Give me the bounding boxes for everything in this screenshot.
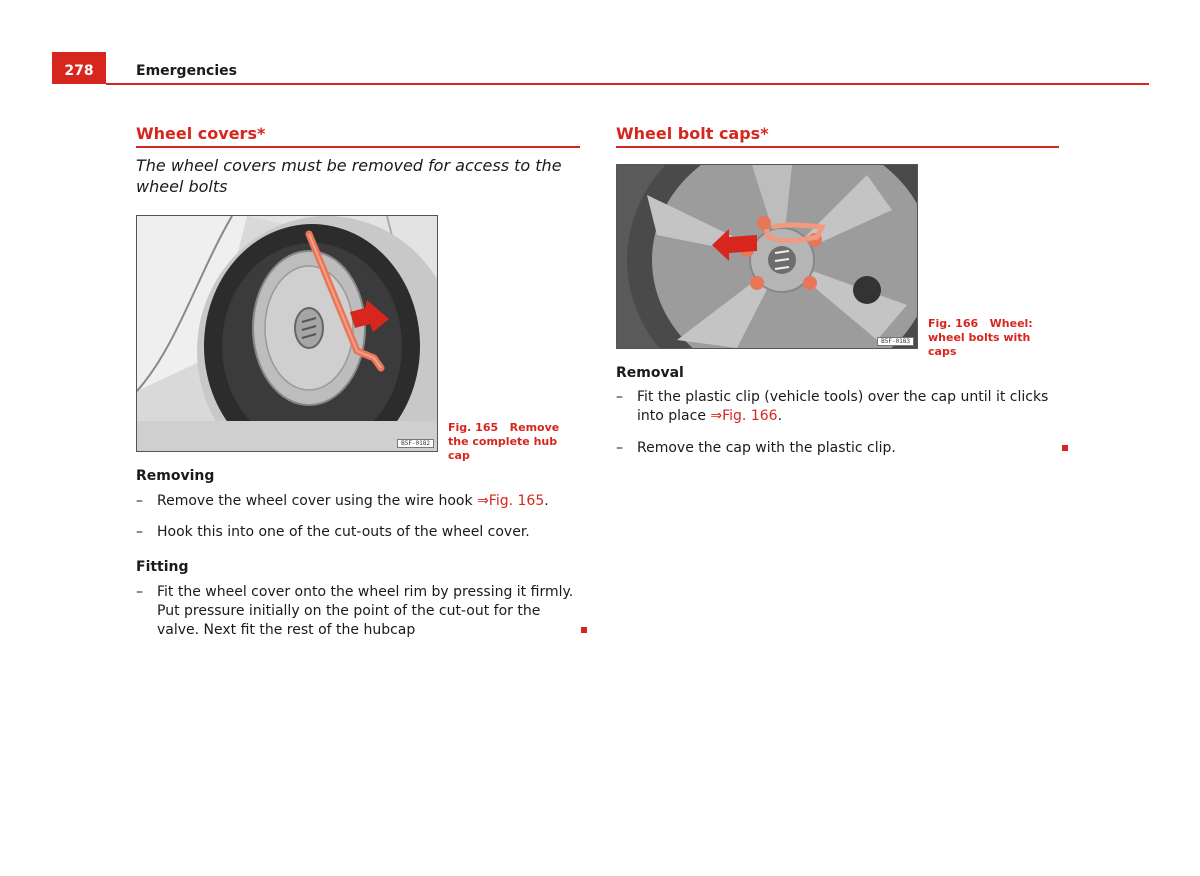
removing-step-1: Remove the wheel cover using the wire hook xyxy=(157,493,478,509)
figure-165-number: Fig. 165 xyxy=(448,421,499,434)
figure-166-caption-text: Wheel: wheel bolts with caps xyxy=(928,317,1033,358)
removal-step-2: Remove the cap with the plastic clip. xyxy=(637,440,896,456)
removing-step-2: Hook this into one of the cut-outs of the wheel cover. xyxy=(157,524,530,540)
removal-step-1: Fit the plastic clip (vehicle tools) over the cap until it clicks into place xyxy=(637,389,1049,424)
chapter-title: Emergencies xyxy=(136,63,237,79)
fitting-step-1: Fit the wheel cover onto the wheel rim by pressing it firmly. Put pressure initially on the point of the cut-out for the valve. Next fit the rest of the hubcap xyxy=(157,584,574,638)
figure-166-illustration xyxy=(616,164,918,349)
page-number: 278 xyxy=(52,52,106,84)
section-title-wheel-bolt-caps: Wheel bolt caps* xyxy=(616,124,769,143)
header-rule xyxy=(106,83,1149,85)
dash-marker: – xyxy=(616,389,623,405)
section-end-marker xyxy=(581,627,587,633)
figure-166-number: Fig. 166 xyxy=(928,317,979,330)
section-rule xyxy=(136,146,580,148)
figure-166-caption xyxy=(928,317,1058,359)
list-item xyxy=(136,492,576,511)
section-rule xyxy=(616,146,1059,148)
figure-165-caption xyxy=(448,421,578,463)
list-item xyxy=(616,439,1056,458)
list-item xyxy=(136,583,576,640)
figure-165-illustration xyxy=(136,215,438,452)
punctuation: . xyxy=(544,493,549,509)
fig-165-link[interactable]: ⇒Fig. 165 xyxy=(477,493,545,509)
section-end-marker xyxy=(1062,445,1068,451)
list-item xyxy=(616,388,1056,426)
section-title-wheel-covers: Wheel covers* xyxy=(136,124,266,143)
removing-heading: Removing xyxy=(136,468,215,484)
dash-marker: – xyxy=(136,524,143,540)
dash-marker: – xyxy=(136,584,143,600)
figure-code: B5F-0183 xyxy=(877,337,914,346)
figure-165-caption-text: Remove the complete hub cap xyxy=(448,421,560,462)
dash-marker: – xyxy=(616,440,623,456)
removal-heading: Removal xyxy=(616,365,684,381)
fitting-heading: Fitting xyxy=(136,559,189,575)
punctuation: . xyxy=(777,408,783,424)
fig-166-link[interactable]: ⇒Fig. 166 xyxy=(710,408,778,424)
list-item xyxy=(136,523,576,542)
figure-code: B5F-0182 xyxy=(397,439,434,448)
intro-text: The wheel covers must be removed for access to the wheel bolts xyxy=(136,156,562,196)
dash-marker: – xyxy=(136,493,143,509)
